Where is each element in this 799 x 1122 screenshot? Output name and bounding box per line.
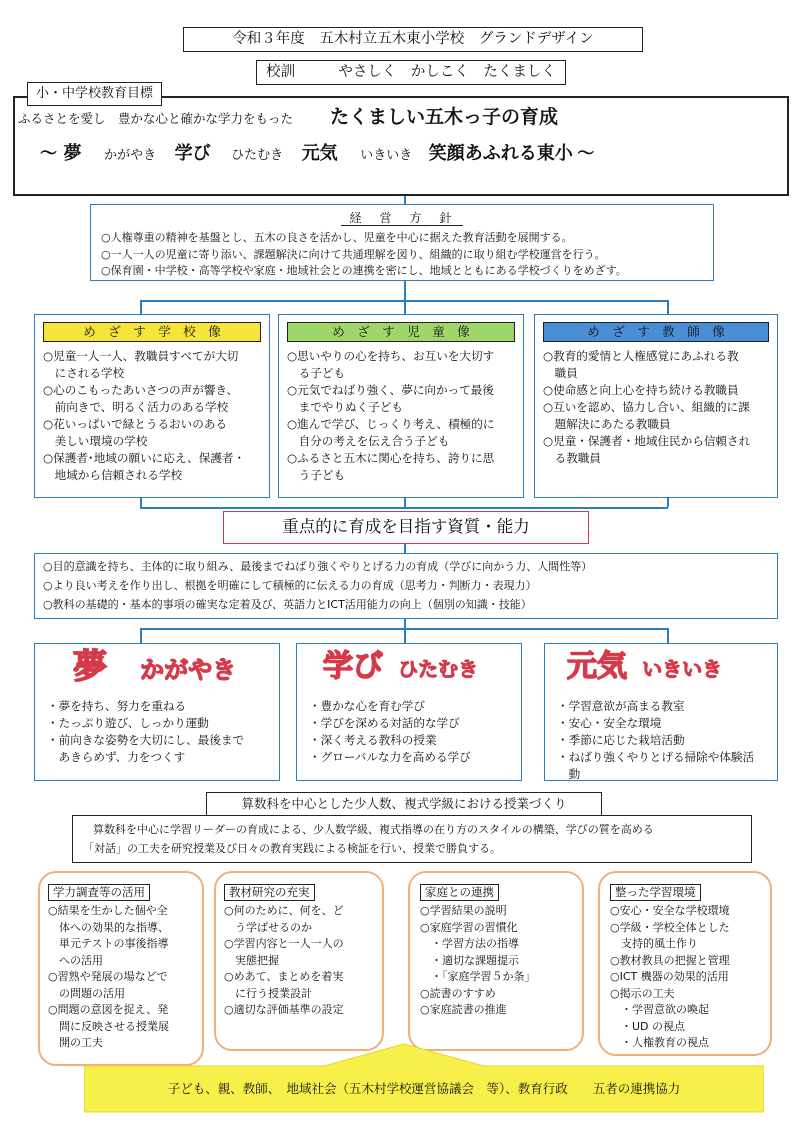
slogan-smile: 笑顔あふれる東小 — [428, 143, 573, 164]
education-goal-lead: ふるさとを愛し 豊かな心と確かな学力をもった — [18, 111, 294, 126]
motto-text: やさしく かしこく たくましく — [338, 64, 556, 80]
ideal-student-title: め ざ す 児 童 像 — [287, 322, 515, 342]
list-item: る子ども — [287, 366, 345, 380]
ideal-teacher-title: め ざ す 教 師 像 — [543, 322, 769, 342]
ideal-school-box — [34, 314, 270, 498]
strategy-label: 整った学習環境 — [610, 884, 701, 901]
strategy-label: 家庭との連携 — [420, 884, 499, 901]
list-item: までやりぬく子ども — [287, 400, 403, 414]
list-item: ・UD の視点 — [610, 1019, 686, 1033]
pillar-dream-small: かがやき — [140, 656, 237, 684]
competency-item: ○教科の基礎的・基本的事項の確実な定着及び、英語力とICT活用能力の向上（個別の知識・技能） — [43, 598, 532, 611]
slogan-genki: 元気 — [301, 143, 338, 164]
list-item: ○問題の意図を捉え、発 — [48, 1003, 169, 1016]
education-goal-label: 小・中学校教育目標 — [27, 82, 162, 106]
list-item: への活用 — [48, 953, 103, 967]
list-item: 問に反映させる授業展 — [48, 1019, 169, 1033]
slogan-kagayaki: かがやき — [104, 148, 157, 163]
list-item: ○家庭読書の推進 — [420, 1003, 507, 1016]
list-item: ・学習方法の指導 — [420, 937, 519, 950]
competencies-title: 重点的に育成を目指す資質・能力 — [223, 511, 589, 544]
list-item: ○元気でねばり強く、夢に向かって最後 — [287, 383, 494, 397]
list-item: 自分の考えを伝え合う子ども — [287, 434, 450, 448]
list-item: ○習熟や発展の場などで — [48, 970, 168, 983]
list-item: ・適切な課題提示 — [420, 953, 519, 967]
list-item: 地域から信頼される学校 — [43, 468, 183, 482]
list-item: ・グローバルな力を高める学び — [309, 750, 471, 764]
pillar-learning-small: ひたむき — [398, 657, 479, 681]
slogan-dream: 夢 — [63, 143, 82, 164]
strategy-environment-box — [598, 871, 772, 1056]
slogan-tilde: ～ — [40, 144, 57, 164]
strategy-label: 学力調査等の活用 — [48, 884, 150, 901]
management-policy-title: 経 営 方 針 — [341, 211, 462, 226]
strategy-home-box — [408, 871, 584, 1051]
list-item: ○ふるさと五木に関心を持ち、誇りに思 — [287, 451, 495, 465]
pillar-learning-big: 学び — [323, 649, 383, 684]
list-item: の問題の活用 — [48, 986, 125, 1000]
list-item: 実態把握 — [224, 953, 279, 967]
list-item: 開の工夫 — [48, 1036, 103, 1049]
slogan-manabi: 学び — [174, 143, 211, 164]
list-item: ・前向きな姿勢を大切にし、最後まで — [47, 733, 245, 747]
list-item: ○児童・保護者・地域住民から信頼され — [543, 434, 751, 448]
list-item: ○掲示の工夫 — [610, 986, 675, 1000]
motto-label: 校訓 — [266, 64, 296, 80]
slogan-ikiiki: いきいき — [360, 148, 413, 163]
list-item: ○適切な評価基準の設定 — [224, 1003, 344, 1016]
list-item: 単元テストの事後指導 — [48, 937, 169, 950]
list-item: ・豊かな心を育む学び — [309, 699, 425, 713]
list-item: ・人権教育の視点 — [610, 1036, 709, 1049]
list-item: ・学びを深める対話的な学び — [309, 716, 460, 730]
lesson-box — [72, 815, 752, 863]
list-item: ○家庭学習の習慣化 — [420, 920, 518, 934]
competency-item: ○より良い考えを作り出し、根拠を明確にして積極的に伝える力の育成（思考力・判断力・表現力） — [43, 579, 537, 592]
list-item: ○心のこもったあいさつの声が響き、 — [43, 383, 239, 397]
list-item: ○教材教具の把握と管理 — [610, 953, 730, 967]
list-item: ○花いっぱいで緑とうるおいのある — [43, 417, 228, 431]
list-item: ○学級・学校全体とした — [610, 920, 730, 934]
slogan-tilde-end: ～ — [577, 144, 595, 164]
list-item: 体への効果的な指導、 — [48, 920, 169, 934]
school-motto — [256, 60, 566, 85]
list-item: ○児童一人一人、教職員すべてが大切 — [43, 349, 239, 363]
pillar-dream-box — [34, 643, 280, 781]
list-item: ○学習結果の説明 — [420, 904, 507, 917]
list-item: ○何のために、何を、ど — [224, 904, 344, 917]
list-item: ○保護者･地域の願いに応え、保護者・ — [43, 451, 246, 465]
list-item: 題解決にあたる教職員 — [543, 417, 671, 431]
list-item: ・夢を持ち、努力を重ねる — [47, 699, 187, 713]
strategy-materials-box — [214, 871, 384, 1051]
list-item: ○教育的愛情と人権感覚にあふれる教 — [543, 349, 739, 363]
list-item: に行う授業設計 — [224, 986, 312, 1000]
pillar-learning-box — [296, 643, 522, 781]
list-item: ・学習意欲が高まる教室 — [557, 699, 685, 713]
list-item: ・ねばり強くやりとげる掃除や体験活 — [557, 750, 755, 764]
list-item: ○互いを認め、協力し合い、組織的に課 — [543, 400, 750, 414]
ideal-teacher-box — [534, 314, 778, 498]
policy-item: ○保育園・中学校・高等学校や家庭・地域社会との連携を密にし、地域とともにある学校づくりをめざす。 — [101, 264, 627, 277]
list-item: にされる学校 — [43, 366, 125, 380]
list-item: 美しい環境の学校 — [43, 434, 148, 448]
strategy-assessment-box — [38, 871, 204, 1066]
list-item: ○ICT 機器の効果的活用 — [610, 970, 729, 983]
pillar-energy-big: 元気 — [567, 649, 627, 684]
list-item: ○使命感と向上心を持ち続ける教職員 — [543, 383, 739, 397]
list-item: ○結果を生かした個や全 — [48, 904, 168, 917]
policy-item: ○人権尊重の精神を基盤とし、五木の良さを活かし、児童を中心に据えた教育活動を展開する。 — [101, 231, 573, 244]
list-item: ・季節に応じた栽培活動 — [557, 733, 685, 747]
lesson-line: 算数科を中心に学習リーダーの育成による、少人数学級、複式指導の在り方のスタイルの構築、学びの質を高める — [93, 823, 654, 836]
competency-item: ○目的意識を持ち、主体的に取り組み、最後までねばり強くやりとげる力の育成（学びに向かう力、人間性等） — [43, 560, 593, 573]
list-item: 支持的風土作り — [610, 937, 698, 950]
list-item: ・「家庭学習５か条」 — [420, 970, 536, 983]
list-item: 職員 — [543, 366, 578, 380]
pillar-energy-box — [544, 643, 778, 781]
list-item: う学ばせるのか — [224, 920, 312, 934]
list-item: ○思いやりの心を持ち、お互いを大切す — [287, 349, 495, 363]
list-item: ○進んで学び、じっくり考え、積極的に — [287, 417, 495, 431]
lesson-title: 算数科を中心とした少人数、複式学級における授業づくり — [206, 792, 602, 816]
list-item: あきらめず、力をつくす — [47, 750, 186, 764]
support-band-text: 子ども、親、教師、 地域社会（五木村学校運営協議会 等）、教育行政 五者の連携協力 — [167, 1081, 681, 1096]
ideal-student-box — [278, 314, 524, 498]
competencies-box — [34, 553, 778, 619]
list-item: ○学習内容と一人一人の — [224, 937, 344, 950]
list-item: ○めあて、まとめを着実 — [224, 970, 344, 983]
strategy-label: 教材研究の充実 — [224, 884, 315, 901]
list-item: ・深く考える教科の授業 — [309, 733, 437, 747]
list-item: ・たっぷり遊び、しっかり運動 — [47, 716, 209, 730]
list-item: る教職員 — [543, 451, 601, 465]
management-policy-box — [90, 204, 714, 281]
pillar-dream-big: 夢 — [73, 647, 107, 687]
lesson-line: 「対話」の工夫を研究授業及び日々の教育実践による検証を行い、授業で勝負する。 — [83, 842, 501, 855]
list-item: ○読書のすすめ — [420, 986, 496, 1000]
document-title: 令和３年度 五木村立五木東小学校 グランドデザイン — [183, 27, 643, 52]
education-goal-headline: たくましい五木っ子の育成 — [330, 106, 559, 128]
list-item: う子ども — [287, 468, 345, 482]
slogan-hitamuki: ひたむき — [231, 148, 284, 163]
ideal-school-title: め ざ す 学 校 像 — [43, 322, 261, 342]
pillar-energy-small: いきいき — [642, 657, 723, 681]
list-item: ○安心・安全な学校環境 — [610, 904, 730, 917]
list-item: 動 — [557, 767, 581, 781]
list-item: ・安心・安全な環境 — [557, 716, 662, 730]
policy-item: ○一人一人の児童に寄り添い、課題解決に向けて共通理解を図り、組織的に取り組む学校運営を行う。 — [101, 247, 606, 261]
list-item: ・学習意欲の喚起 — [610, 1003, 709, 1016]
list-item: 前向きで、明るく活力のある学校 — [43, 400, 229, 414]
education-goal-slogan — [40, 140, 594, 170]
